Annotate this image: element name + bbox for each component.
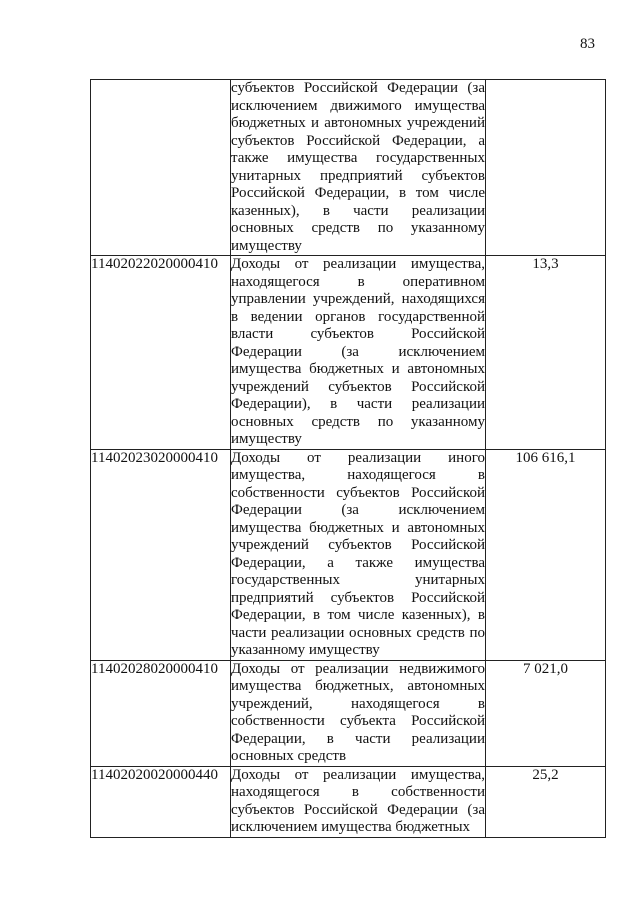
revenue-name: Доходы от реализации имущества, находящегося в оперативном управлении учреждений, находящихся в ведении органов государственной власти субъектов Российской Федерации (за исключением имущества бюджетных и автономных учреждений субъектов Российской Федерации), в части реализации основных средств по указанному имуществу — [231, 256, 485, 447]
revenue-amount — [486, 80, 606, 256]
revenue-name: Доходы от реализации имущества, находящегося в собственности субъектов Российской Федерации (за исключением имущества бюджетных — [231, 766, 485, 835]
table-row — [91, 766, 606, 837]
revenue-code: 11402020020000440 — [91, 766, 231, 837]
table-row — [91, 80, 606, 256]
table-row — [91, 449, 606, 660]
page-number: 83 — [580, 36, 595, 52]
revenue-table — [90, 79, 606, 838]
table-row — [91, 256, 606, 450]
revenue-amount: 106 616,1 — [486, 449, 606, 660]
revenue-code: 11402022020000410 — [91, 256, 231, 450]
revenue-name: Доходы от реализации иного имущества, находящегося в собственности субъектов Российской Федерации (за исключением имущества бюджетных и автономных учреждений субъектов Российской Федерации, а также имущества государственных унитарных предприятий субъектов Российской Федерации, в том числе казенных), в части реализации основных средств по указанному имуществу — [231, 449, 485, 658]
revenue-code: 11402023020000410 — [91, 449, 231, 660]
revenue-amount: 7 021,0 — [486, 660, 606, 766]
revenue-name: субъектов Российской Федерации (за исключением движимого имущества бюджетных и автономных учреждений субъектов Российской Федерации, а также имущества государственных унитарных предприятий субъектов Российской Федерации, в том числе казенных), в части реализации основных средств по указанному имуществу — [231, 80, 485, 254]
table-row — [91, 660, 606, 766]
revenue-amount: 25,2 — [486, 766, 606, 837]
revenue-amount: 13,3 — [486, 256, 606, 450]
revenue-code: 11402028020000410 — [91, 660, 231, 766]
revenue-code — [91, 80, 231, 256]
revenue-name: Доходы от реализации недвижимого имущества бюджетных, автономных учреждений, находящегося в собственности субъекта Российской Федерации, в части реализации основных средств — [231, 660, 485, 764]
